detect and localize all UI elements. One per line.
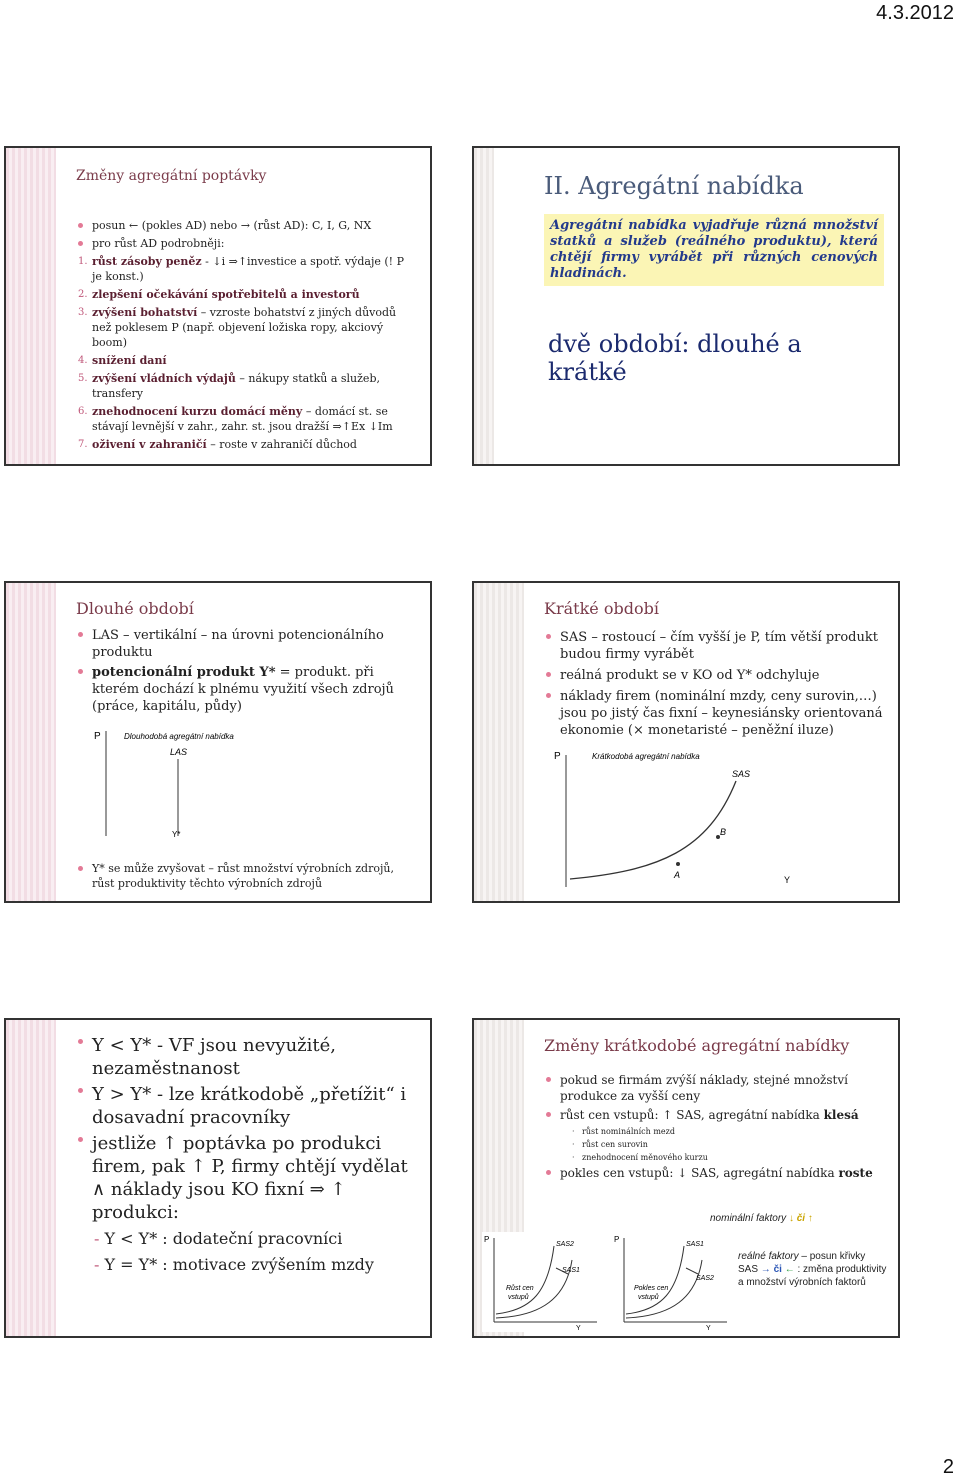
slide-title: Dlouhé období: [76, 599, 194, 618]
slide-side-band: [6, 1020, 56, 1336]
slide-short-run: [472, 581, 900, 903]
sas-chart-svg: [548, 741, 798, 891]
slide-title: Změny agregátní poptávky: [76, 168, 267, 184]
las-chart: [88, 723, 308, 838]
axis-label-y: Y: [784, 875, 791, 885]
las-chart-svg: [88, 723, 308, 838]
list-item: potencionální produkt Y* = produkt. při kterém dochází k plnému využití všech zdrojů (práce, kapitálu, půdy): [76, 664, 416, 715]
list-item: 2. zlepšení očekávání spotřebitelů a investorů: [76, 287, 416, 302]
shift-label-1: Růst cen: [506, 1285, 534, 1292]
definition-box: Agregátní nabídka vyjadřuje různá množství statků a služeb (reálného produktu), která chtějí firmy vyrábět při různých cenových hladinách.: [544, 214, 884, 286]
axis-label-p: P: [484, 1235, 490, 1244]
axis-label-p: P: [94, 731, 101, 742]
list-subitem: - Y < Y* : dodateční pracovníci: [94, 1229, 343, 1248]
sas2-label: SAS2: [556, 1241, 574, 1248]
sas-curve: [570, 781, 736, 879]
list-item: SAS – rostoucí – čím vyšší je P, tím větší produkt budou firmy vyrábět: [544, 629, 884, 663]
point-a-label: A: [674, 870, 681, 880]
page-number: 2: [942, 1456, 954, 1478]
list-item: 4. snížení daní: [76, 353, 416, 368]
slide-content: [76, 148, 416, 464]
list-item: pokles cen vstupů: ↓ SAS, agregátní nabídka roste: [544, 1165, 884, 1181]
sas1-curve: [626, 1246, 684, 1314]
list-subitem: · růst nominálních mezd: [544, 1126, 884, 1137]
slide-content: [76, 583, 416, 901]
las-label: LAS: [170, 747, 188, 757]
date-header: 4.3.2012: [876, 2, 954, 24]
sas2-label: SAS2: [696, 1275, 714, 1282]
axis-label-y: Y: [706, 1325, 711, 1332]
slide-side-band: [6, 148, 56, 464]
list-item: 1. růst zásoby peněz - ↓i ⇒↑investice a spotř. výdaje (! P je konst.): [76, 254, 416, 284]
list-item: Y* se může zvyšovat – růst množství výrobních zdrojů, růst produktivity těchto výrobních zdrojů: [76, 861, 416, 891]
list-item: 3. zvýšení bohatství – vzroste bohatství z jiných důvodů než poklesem P (např. objevení ložiska ropy, akciový boom): [76, 305, 416, 350]
axis-label-y: Y: [576, 1325, 581, 1332]
sas-shift-chart-left: [482, 1232, 602, 1332]
shift-label-2: vstupů: [508, 1294, 529, 1301]
sas2-curve: [496, 1246, 554, 1314]
shift-arrow: [686, 1268, 698, 1274]
slide3-list-bottom: [76, 861, 416, 894]
sas-shift-chart-right: [612, 1232, 732, 1332]
slide-title: Změny krátkodobé agregátní nabídky: [544, 1036, 850, 1055]
list-item: pro růst AD podrobněji:: [76, 236, 416, 251]
x-label: Y*: [172, 830, 181, 838]
list-item: 7. oživení v zahraničí – roste v zahraničí důchod: [76, 437, 416, 452]
list-item: Y > Y* - lze krátkodobě „přetížit“ i dosavadní pracovníky: [76, 1083, 416, 1129]
slide6-list: [544, 1072, 884, 1184]
slide3-list: [76, 627, 416, 718]
list-subitem: · růst cen surovin: [544, 1139, 884, 1150]
list-item: 5. zvýšení vládních výdajů – nákupy statků a služeb, transfery: [76, 371, 416, 401]
chart-title: Krátkodobá agregátní nabídka: [592, 752, 700, 761]
slide-output-gap: [4, 1018, 432, 1338]
list-item: náklady firem (nominální mzdy, ceny surovin,…) jsou po jistý čas fixní – keynesiánsky orientovaná ekonomie (× monetaristé – peněžní iluze): [544, 688, 884, 739]
sas-shift-right-svg: [612, 1232, 732, 1332]
slide-aggregate-supply: [472, 146, 900, 466]
slide-content: [76, 1020, 416, 1336]
slide-side-band: [6, 583, 56, 901]
axis-label-p: P: [554, 751, 561, 762]
shift-label-1: Pokles cen: [634, 1285, 669, 1292]
axis-label-p: P: [614, 1235, 620, 1244]
list-item: pokud se firmám zvýší náklady, stejné množství produkce za vyšší ceny: [544, 1072, 884, 1104]
slide-short-run-supply-changes: [472, 1018, 900, 1338]
list-item: růst cen vstupů: ↑ SAS, agregátní nabídka klesá: [544, 1107, 884, 1123]
slide-long-run: [4, 581, 432, 903]
slide-title: II. Agregátní nabídka: [544, 172, 804, 200]
dash-marker: -: [94, 1255, 105, 1274]
slide1-list: [76, 218, 416, 455]
point-a-marker: [676, 862, 680, 866]
point-b-label: B: [720, 827, 727, 837]
periods-text: dvě období: dlouhé a krátké: [548, 330, 802, 386]
list-item: 6. znehodnocení kurzu domácí měny – domácí st. se stávají levnější v zahr., zahr. st. jsou dražší ⇒↑Ex ↓Im: [76, 404, 416, 434]
slide-aggregate-demand-changes: [4, 146, 432, 466]
sas1-label: SAS1: [686, 1241, 704, 1248]
list-subitem: - Y = Y* : motivace zvýšením mzdy: [94, 1255, 374, 1274]
list-item: Y < Y* - VF jsou nevyužité, nezaměstnanost: [76, 1034, 416, 1080]
slide-content: [544, 148, 884, 464]
real-factors-note: reálné faktory – posun křivky SAS → či ← : změna produktivity a množství výrobních faktorů: [738, 1251, 887, 1288]
shift-label-2: vstupů: [638, 1294, 659, 1301]
slide-side-band: [474, 148, 494, 464]
dash-marker: -: [94, 1229, 105, 1248]
sas-shift-left-svg: [482, 1232, 602, 1332]
slide5-list: [76, 1034, 416, 1279]
sas-chart: [548, 741, 798, 891]
nominal-factors-note: nominální faktory ↓ či ↑: [710, 1213, 813, 1224]
list-item: posun ← (pokles AD) nebo → (růst AD): C, I, G, NX: [76, 218, 416, 233]
list-subitem: · znehodnocení měnového kurzu: [544, 1152, 884, 1163]
chart-title: Dlouhodobá agregátní nabídka: [124, 732, 234, 741]
slide-title: Krátké období: [544, 599, 659, 618]
slide-side-band: [474, 583, 524, 901]
list-item: reálná produkt se v KO od Y* odchyluje: [544, 667, 884, 684]
sas-label: SAS: [732, 769, 751, 779]
list-item: jestliže ↑ poptávka po produkci firem, pak ↑ P, firmy chtějí vydělat ∧ náklady jsou KO fixní ⇒ ↑ produkci:: [76, 1132, 416, 1224]
sas1-label: SAS1: [562, 1267, 580, 1274]
list-item: LAS – vertikální – na úrovni potencionálního produktu: [76, 627, 416, 661]
slide4-list: [544, 629, 884, 743]
slide-content: [544, 583, 884, 901]
